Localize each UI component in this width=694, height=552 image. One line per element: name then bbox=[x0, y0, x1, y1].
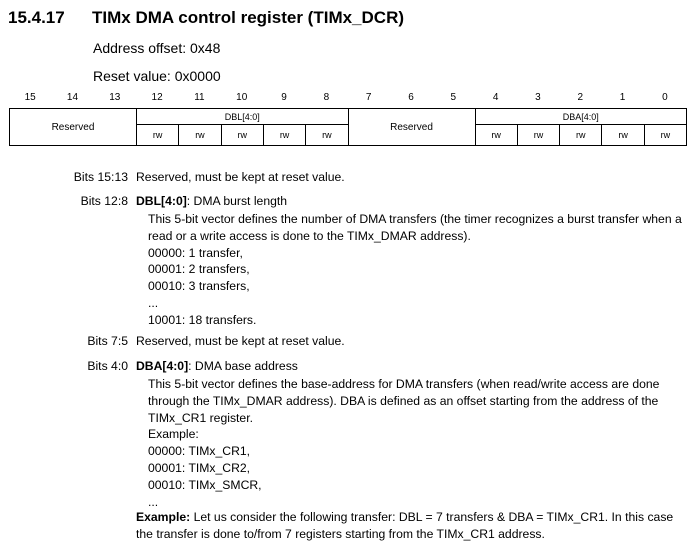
access-cell: rw bbox=[517, 125, 559, 146]
dbl-desc-text: This 5-bit vector defines the number of DMA transfers (the timer recognizes a burst transfer when a read or a write access is done to the TIMx_DMAR address). bbox=[148, 212, 682, 243]
bit-number: 14 bbox=[66, 92, 79, 103]
bit-number: 10 bbox=[236, 92, 248, 103]
dba-name: DBA[4:0] bbox=[136, 359, 189, 373]
access-cell: rw bbox=[221, 125, 263, 146]
section-heading bbox=[8, 8, 404, 28]
reserved-field-high: Reserved bbox=[10, 109, 137, 146]
access-cell: rw bbox=[602, 125, 644, 146]
dbl-description bbox=[148, 211, 686, 329]
access-cell: rw bbox=[179, 125, 221, 146]
dba-value-line: 00010: TIMx_SMCR, bbox=[148, 477, 262, 492]
section-title: TIMx DMA control register (TIMx_DCR) bbox=[92, 8, 405, 27]
bit-number: 9 bbox=[281, 92, 287, 103]
bit-number: 2 bbox=[577, 92, 583, 103]
bits-7-5-text: Reserved, must be kept at reset value. bbox=[136, 334, 345, 348]
bit-number: 11 bbox=[194, 92, 205, 103]
dba-value-line: Example: bbox=[148, 427, 199, 442]
bit-number: 1 bbox=[619, 92, 626, 103]
bits-15-13-text: Reserved, must be kept at reset value. bbox=[136, 170, 345, 184]
dba-value-line: 00001: TIMx_CR2, bbox=[148, 460, 251, 475]
dba-title: : DMA base address bbox=[188, 359, 298, 373]
access-cell: rw bbox=[263, 125, 305, 146]
access-cell: rw bbox=[475, 125, 517, 146]
bit-number: 4 bbox=[492, 92, 499, 103]
access-cell: rw bbox=[306, 125, 348, 146]
dbl-title: : DMA burst length bbox=[186, 194, 288, 208]
access-cell: rw bbox=[644, 125, 686, 146]
example-text: Let us consider the following transfer: DBL = 7 transfers & DBA = TIMx_CR1. In this case the transfer is done to/from 7 registers starting from the TIMx_CR1 address. bbox=[136, 510, 674, 541]
access-cell: rw bbox=[136, 125, 178, 146]
dbl-name: DBL[4:0] bbox=[136, 194, 187, 208]
section-number: 15.4.17 bbox=[8, 8, 65, 27]
dba-value-line: ... bbox=[148, 494, 159, 509]
dbl-field: DBL[4:0] bbox=[136, 109, 348, 125]
dba-desc-text: This 5-bit vector defines the base-address for DMA transfers (when read/write access are done through the TIMx_DMAR address). DBA is defined as an offset starting from the address of the TIMx_CR1 register. bbox=[148, 377, 660, 425]
dbl-value-line: 00010: 3 transfers, bbox=[148, 279, 250, 294]
bits-15-13-label: Bits 15:13 bbox=[73, 170, 128, 184]
example-label: Example: bbox=[136, 510, 191, 524]
bits-12-8-title bbox=[136, 193, 287, 210]
bit-number: 13 bbox=[109, 92, 121, 103]
dba-description bbox=[148, 376, 686, 510]
register-bit-map bbox=[9, 108, 687, 146]
bit-number: 5 bbox=[450, 92, 457, 103]
bit-number: 7 bbox=[365, 92, 372, 103]
bit-number: 6 bbox=[408, 92, 414, 103]
bits-4-0-label: Bits 4:0 bbox=[87, 359, 128, 373]
reserved-field-mid: Reserved bbox=[348, 109, 475, 146]
dbl-value-line: 00000: 1 transfer, bbox=[148, 245, 243, 260]
dba-value-line: 00000: TIMx_CR1, bbox=[148, 444, 251, 459]
reset-value: Reset value: 0x0000 bbox=[93, 68, 221, 84]
address-offset: Address offset: 0x48 bbox=[93, 40, 221, 56]
dbl-value-line: 10001: 18 transfers. bbox=[148, 312, 257, 327]
access-cell: rw bbox=[560, 125, 602, 146]
bit-number: 3 bbox=[535, 92, 541, 103]
bits-12-8-label: Bits 12:8 bbox=[80, 194, 128, 208]
bit-number: 0 bbox=[662, 92, 668, 103]
bits-4-0-title bbox=[136, 358, 298, 375]
dbl-value-line: 00001: 2 transfers, bbox=[148, 262, 250, 277]
bit-number: 15 bbox=[24, 92, 36, 103]
bit-number: 8 bbox=[323, 92, 330, 103]
bit-number: 12 bbox=[151, 92, 163, 103]
bit-number-row bbox=[9, 92, 686, 106]
dba-field: DBA[4:0] bbox=[475, 109, 687, 125]
bits-7-5-label: Bits 7:5 bbox=[87, 334, 128, 348]
example-paragraph bbox=[136, 509, 688, 543]
dbl-value-line: ... bbox=[148, 295, 159, 310]
